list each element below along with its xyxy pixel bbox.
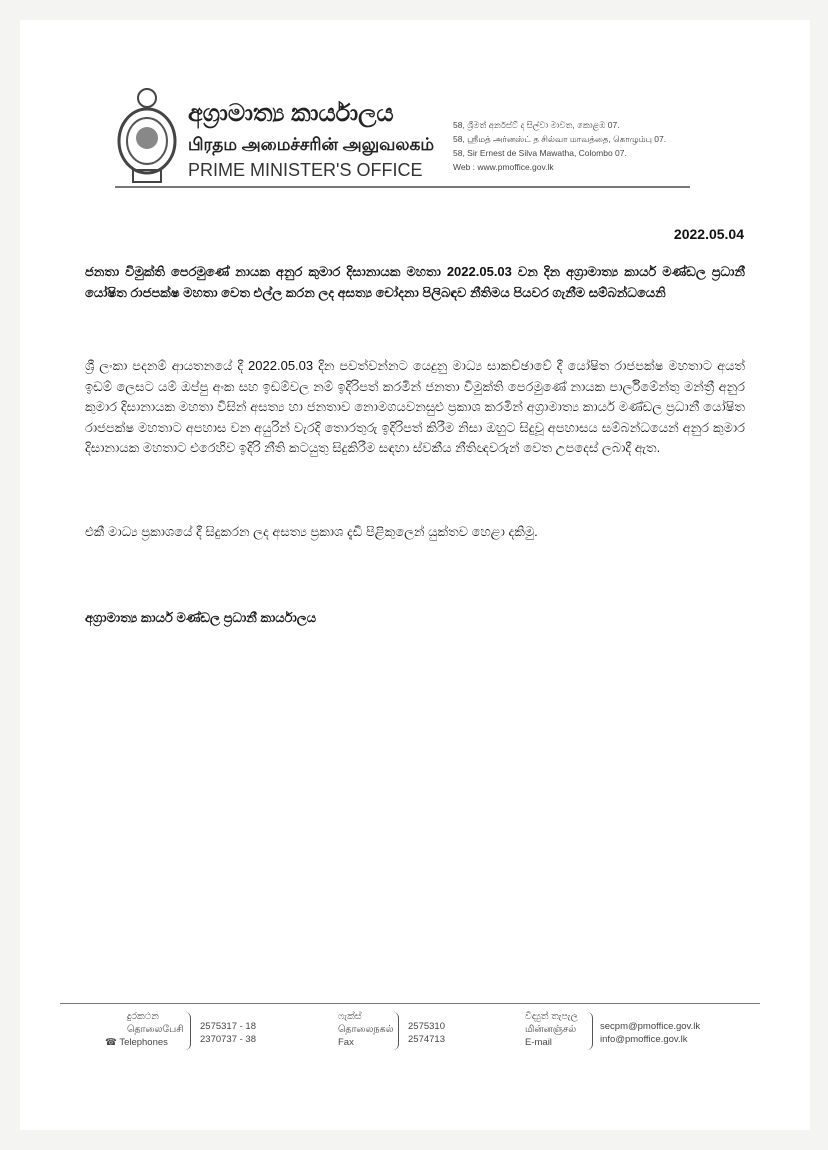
sri-lanka-emblem-logo: [115, 86, 179, 186]
telephones-label-ta: தொலைபேசி: [127, 1024, 184, 1035]
letter-subject: ජනතා විමුක්ති පෙරමුණේ නායක අනුර කුමාර දිසානායක මහතා 2022.05.03 වන දින අග්‍රාමාත්‍ය කාර්ය මණ්ඩල ප්‍රධානී යෝෂිත රාජපක්ෂ මහතා වෙත එල්ල කරන ලද අසත්‍ය චෝදනා පිලිබඳව නීතිමය පියවර ගැනීම සම්බන්ධයෙනි: [85, 264, 745, 300]
footer-divider: [60, 1003, 760, 1004]
fax-number: 2574713: [408, 1034, 445, 1045]
email-addresses: [600, 1020, 700, 1046]
email-label-en: E-mail: [525, 1037, 552, 1048]
signature-office: අග්‍රාමාත්‍ය කාර්ය මණ්ඩල ප්‍රධානී කාර්යාලය: [85, 610, 317, 625]
fax-number: 2575310: [408, 1021, 445, 1032]
letterhead-title-tamil: பிரதம அமைச்சரின் அலுவலகம்: [188, 135, 435, 154]
brace: [392, 1012, 399, 1050]
telephone-numbers: [200, 1020, 256, 1046]
letterhead-address: [453, 118, 666, 174]
fax-numbers: [408, 1020, 445, 1046]
email-label-si: විද්‍යුත් තැපැල: [525, 1011, 578, 1022]
email-address: secpm@pmoffice.gov.lk: [600, 1021, 701, 1032]
email-label-ta: மின்னஞ்சல்: [525, 1024, 577, 1035]
website: Web : www.pmoffice.gov.lk: [453, 162, 554, 172]
address-tamil: 58, ஸ்ரீமத் அர்னஸ்ட் த சில்வா மாவத்தை, கொழும்பு 07.: [453, 134, 667, 144]
letter-date: 2022.05.04: [673, 226, 744, 242]
brace: [184, 1012, 191, 1050]
fax-label-en: Fax: [338, 1037, 354, 1048]
body-paragraph: ශ්‍රී ලංකා පදනම් ආයතනයේ දී 2022.05.03 දින පවත්වන්නට යෙදුනු මාධ්‍ය සාකච්ඡාවේ දී යෝෂිත රාජපක්ෂ මහතාට අයත් ඉඩම් ලෙසට යම් ඔප්පු අංක සහ ඉඩම්වල නම් ඉදිරිපත් කරමින් ජනතා විමුක්ති පෙරමුණේ නායක පාර්ලිමේන්තු මන්ත්‍රී අනුර කුමාර දිසානායක මහතා විසින් අසත්‍ය හා ජනතාව නොමගයවනසුළු ප්‍රකාශ කරමින් අග්‍රාමාත්‍ය කාර්ය මණ්ඩල ප්‍රධානී යෝෂිත රාජපක්ෂ මහතාට අපහාස වන අයුරින් වැරදි තොරතුරු ඉදිරිපත් කිරීම නිසා ඔහුට සිදුවූ අපහාසය සම්බන්ධයෙන් අනුර කුමාර දිසානායක මහතාට එරෙහිව ඉදිරි නීති කටයුතු සිදුකිරීම සඳහා ස්වකීය නීතිඥවරුන් වෙත උපදෙස් ලබාදී ඇත.: [85, 358, 745, 455]
body-paragraph: එකී මාධ්‍ය ප්‍රකාශයේ දී සිදුකරන ලද අසත්‍ය ප්‍රකාශ දැඩි පිළිකුලෙන් යුක්තව හෙළා දකිමු.: [85, 524, 538, 539]
telephones-label-en: Telephones: [119, 1037, 168, 1048]
brace: [586, 1012, 593, 1050]
letterhead-title-sinhala: අග්‍රාමාත්‍ය කාර්යාලය: [188, 100, 394, 127]
telephones-label-si: දුරකථන: [127, 1011, 159, 1022]
address-english: 58, Sir Ernest de Silva Mawatha, Colombo 07.: [453, 148, 627, 158]
footer-email-labels: [525, 1010, 578, 1049]
header-divider: [115, 186, 690, 188]
letterhead-title-english: PRIME MINISTER'S OFFICE: [188, 160, 423, 180]
telephone-number: 2370737 - 38: [200, 1034, 256, 1045]
telephone-icon: ☎: [105, 1037, 120, 1048]
fax-label-si: ෆැක්ස්: [338, 1011, 362, 1022]
email-address: info@pmoffice.gov.lk: [600, 1034, 688, 1045]
footer-telephones-labels: [105, 1010, 184, 1049]
telephone-number: 2575317 - 18: [200, 1021, 256, 1032]
address-sinhala: 58, ශ්‍රීමත් අර්නස්ට් ද සිල්වා මාවත, කොළඹ 07.: [453, 120, 620, 130]
footer-fax-labels: [338, 1010, 393, 1049]
fax-label-ta: தொலைநகல்: [338, 1024, 394, 1035]
